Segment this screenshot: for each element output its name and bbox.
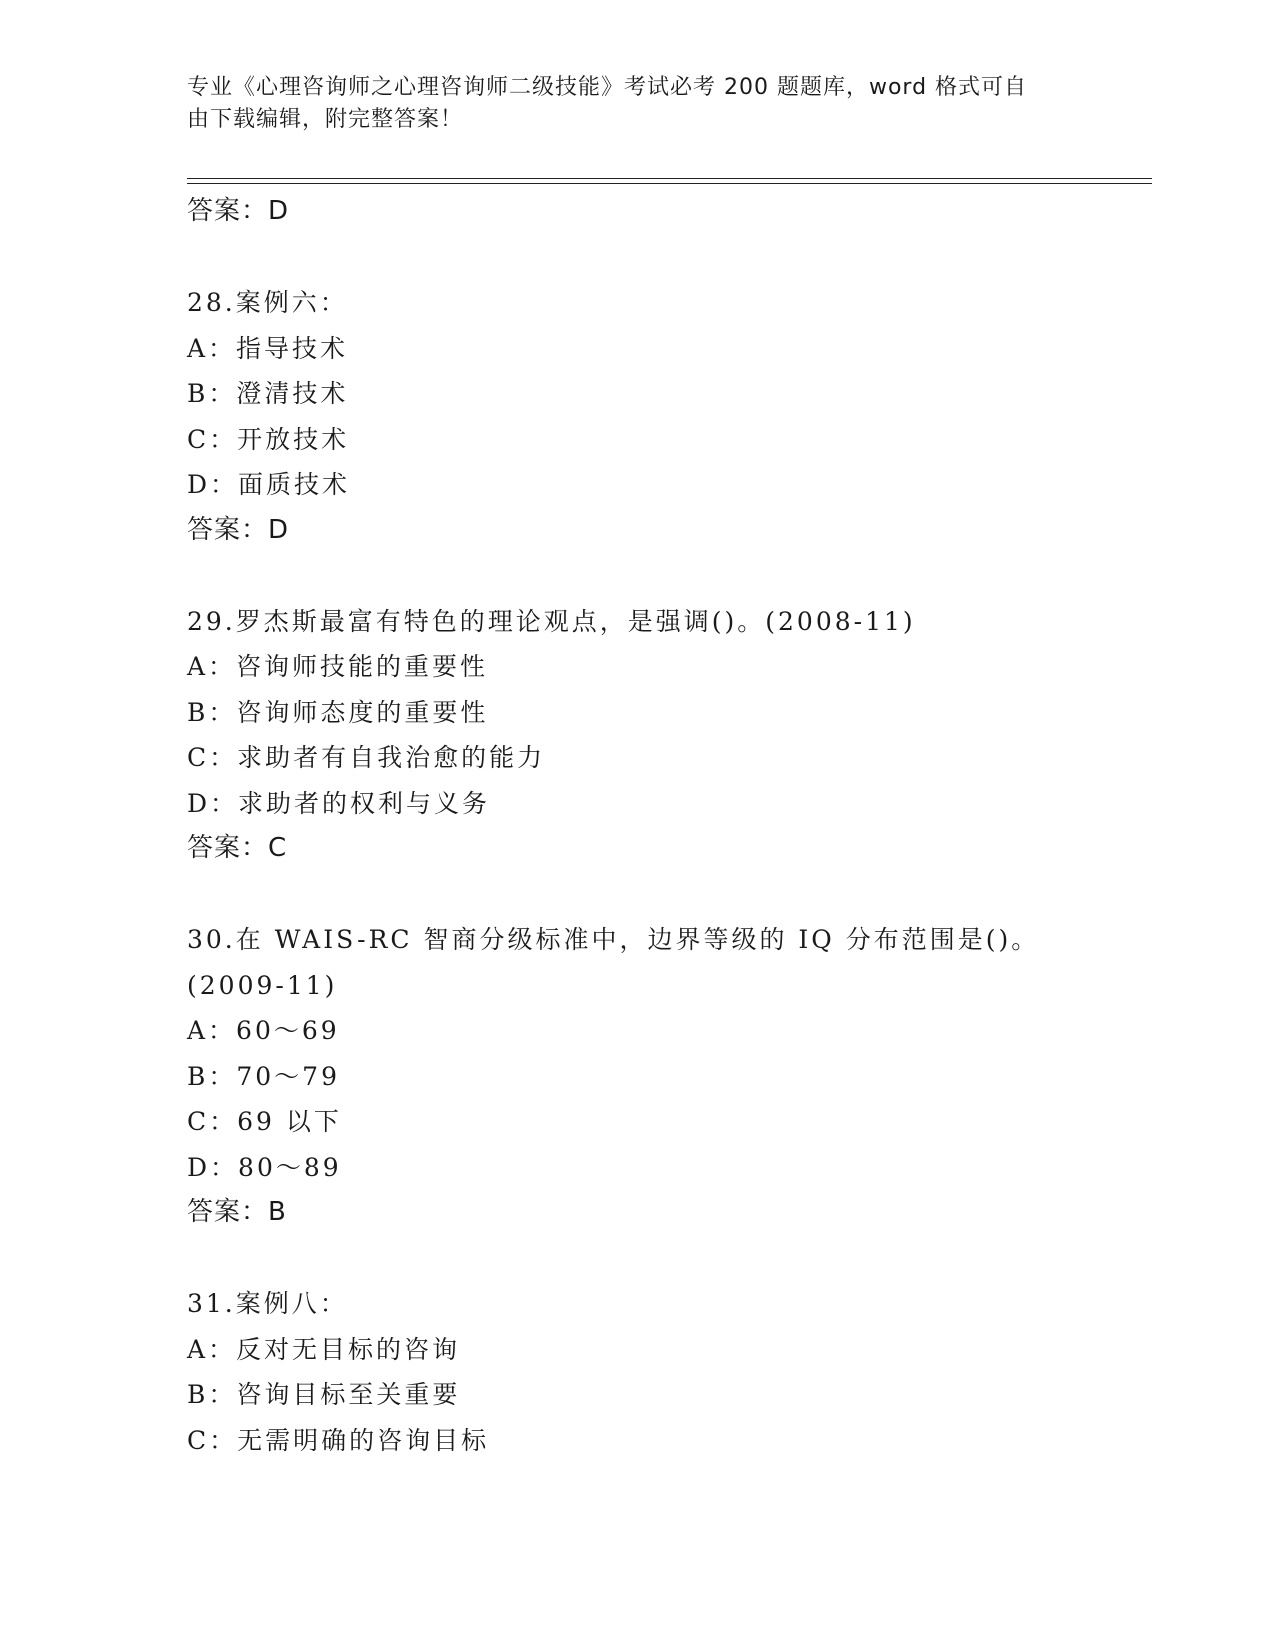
option-a: A：咨询师技能的重要性 xyxy=(187,652,489,681)
answer-line: 答案：C xyxy=(187,833,288,863)
question-31 xyxy=(187,1281,1147,1463)
header-divider-top xyxy=(187,178,1152,179)
option-c: C：69 以下 xyxy=(187,1107,342,1136)
question-stem: 29.罗杰斯最富有特色的理论观点，是强调()。(2008-11) xyxy=(187,606,916,636)
option-c: C：求助者有自我治愈的能力 xyxy=(187,743,546,772)
option-b: B：澄清技术 xyxy=(187,379,349,408)
option-c: C：无需明确的咨询目标 xyxy=(187,1425,490,1455)
question-stem: 28.案例六： xyxy=(187,288,348,317)
option-b: B：咨询目标至关重要 xyxy=(187,1380,461,1409)
previous-answer-block xyxy=(187,189,1147,235)
option-c: C：开放技术 xyxy=(187,424,350,454)
question-list xyxy=(187,189,1147,1463)
question-stem: 31.案例八： xyxy=(187,1289,348,1318)
option-b: B：70～79 xyxy=(187,1061,340,1091)
option-d: D：80～89 xyxy=(187,1152,342,1182)
document-header xyxy=(187,72,1067,136)
answer-line: 答案：D xyxy=(187,196,290,226)
option-a: A：60～69 xyxy=(187,1016,340,1045)
option-a: A：指导技术 xyxy=(187,333,349,363)
header-line-1: 专业《心理咨询师之心理咨询师二级技能》考试必考 200 题题库，word 格式可自 xyxy=(187,75,1028,100)
header-line-2: 由下载编辑，附完整答案！ xyxy=(187,107,464,132)
answer-line: 答案：B xyxy=(187,1197,287,1227)
question-stem-continued: (2009-11) xyxy=(187,970,338,1000)
option-a: A：反对无目标的咨询 xyxy=(187,1334,461,1364)
option-d: D：求助者的权利与义务 xyxy=(187,788,491,818)
question-stem: 30.在 WAIS-RC 智商分级标准中，边界等级的 IQ 分布范围是()。 xyxy=(187,925,1040,954)
question-30 xyxy=(187,917,1147,1236)
question-28 xyxy=(187,280,1147,553)
answer-line: 答案：D xyxy=(187,514,290,545)
option-b: B：咨询师态度的重要性 xyxy=(187,697,489,727)
question-29 xyxy=(187,599,1147,872)
header-divider-bottom xyxy=(187,183,1152,184)
option-d: D：面质技术 xyxy=(187,470,351,499)
